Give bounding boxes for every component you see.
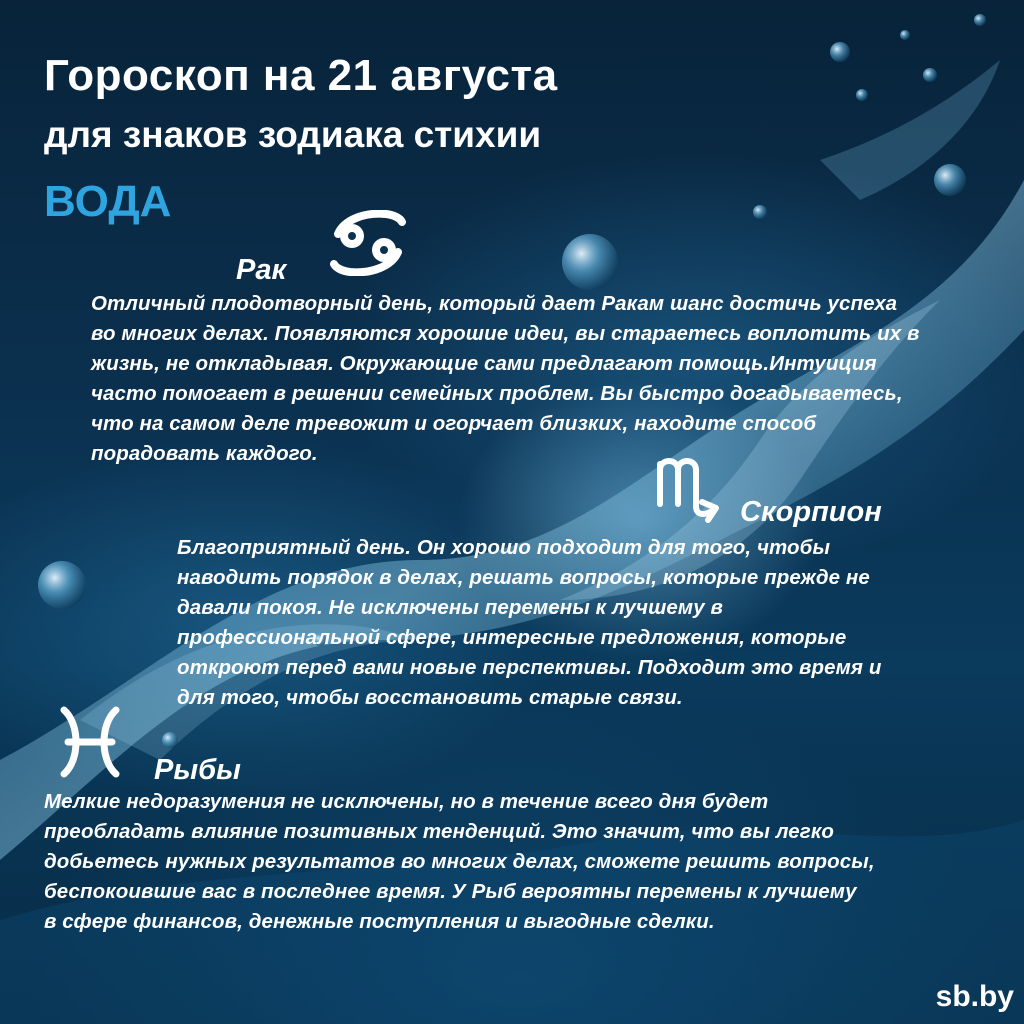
text-line: жизнь, не откладывая. Окружающие сами предлагают помощь.Интуиция bbox=[91, 352, 877, 375]
text-line: Благоприятный день. Он хорошо подходит для того, чтобы bbox=[177, 536, 831, 559]
text-line: порадовать каждого. bbox=[91, 442, 318, 465]
element-heading: ВОДА bbox=[44, 177, 172, 226]
page-title: Гороскоп на 21 августа bbox=[44, 51, 558, 100]
site-watermark: sb.by bbox=[935, 980, 1014, 1013]
sign-text-pisces bbox=[44, 787, 875, 937]
cancer-symbol-icon bbox=[330, 210, 406, 276]
text-line: Мелкие недоразумения не исключены, но в течение всего дня будет bbox=[44, 790, 769, 813]
text-line: для того, чтобы восстановить старые связи. bbox=[177, 686, 683, 709]
text-line: преобладать влияние позитивных тенденций. Это значит, что вы легко bbox=[44, 820, 834, 843]
sign-name-cancer: Рак bbox=[236, 254, 287, 286]
sign-text-cancer bbox=[91, 289, 920, 469]
text-line: во многих делах. Появляются хорошие идеи, вы стараетесь воплотить их в bbox=[91, 322, 920, 345]
text-line: наводить порядок в делах, решать вопросы, которые прежде не bbox=[177, 566, 870, 589]
text-line: профессиональной сфере, интересные предложения, которые bbox=[177, 626, 847, 649]
text-line: добьетесь нужных результатов во многих делах, сможете решить вопросы, bbox=[44, 850, 875, 873]
text-line: в сфере финансов, денежные поступления и выгодные сделки. bbox=[44, 910, 715, 933]
sign-text-scorpio bbox=[177, 533, 882, 713]
page-subtitle: для знаков зодиака стихии bbox=[44, 114, 542, 155]
text-line: часто помогает в решении семейных проблем. Вы быстро догадываетесь, bbox=[91, 382, 903, 405]
sign-name-scorpio: Скорпион bbox=[740, 496, 882, 528]
text-line: Отличный плодотворный день, который дает Ракам шанс достичь успеха bbox=[91, 292, 898, 315]
text-line: что на самом деле тревожит и огорчает близких, находите способ bbox=[91, 412, 817, 435]
pisces-symbol-icon bbox=[54, 706, 126, 778]
text-line: давали покоя. Не исключены перемены к лучшему в bbox=[177, 596, 723, 619]
scorpio-symbol-icon bbox=[654, 450, 724, 524]
sign-name-pisces: Рыбы bbox=[154, 754, 241, 786]
text-line: откроют перед вами новые перспективы. Подходит это время и bbox=[177, 656, 882, 679]
text-line: беспокоившие вас в последнее время. У Рыб вероятны перемены к лучшему bbox=[44, 880, 857, 903]
